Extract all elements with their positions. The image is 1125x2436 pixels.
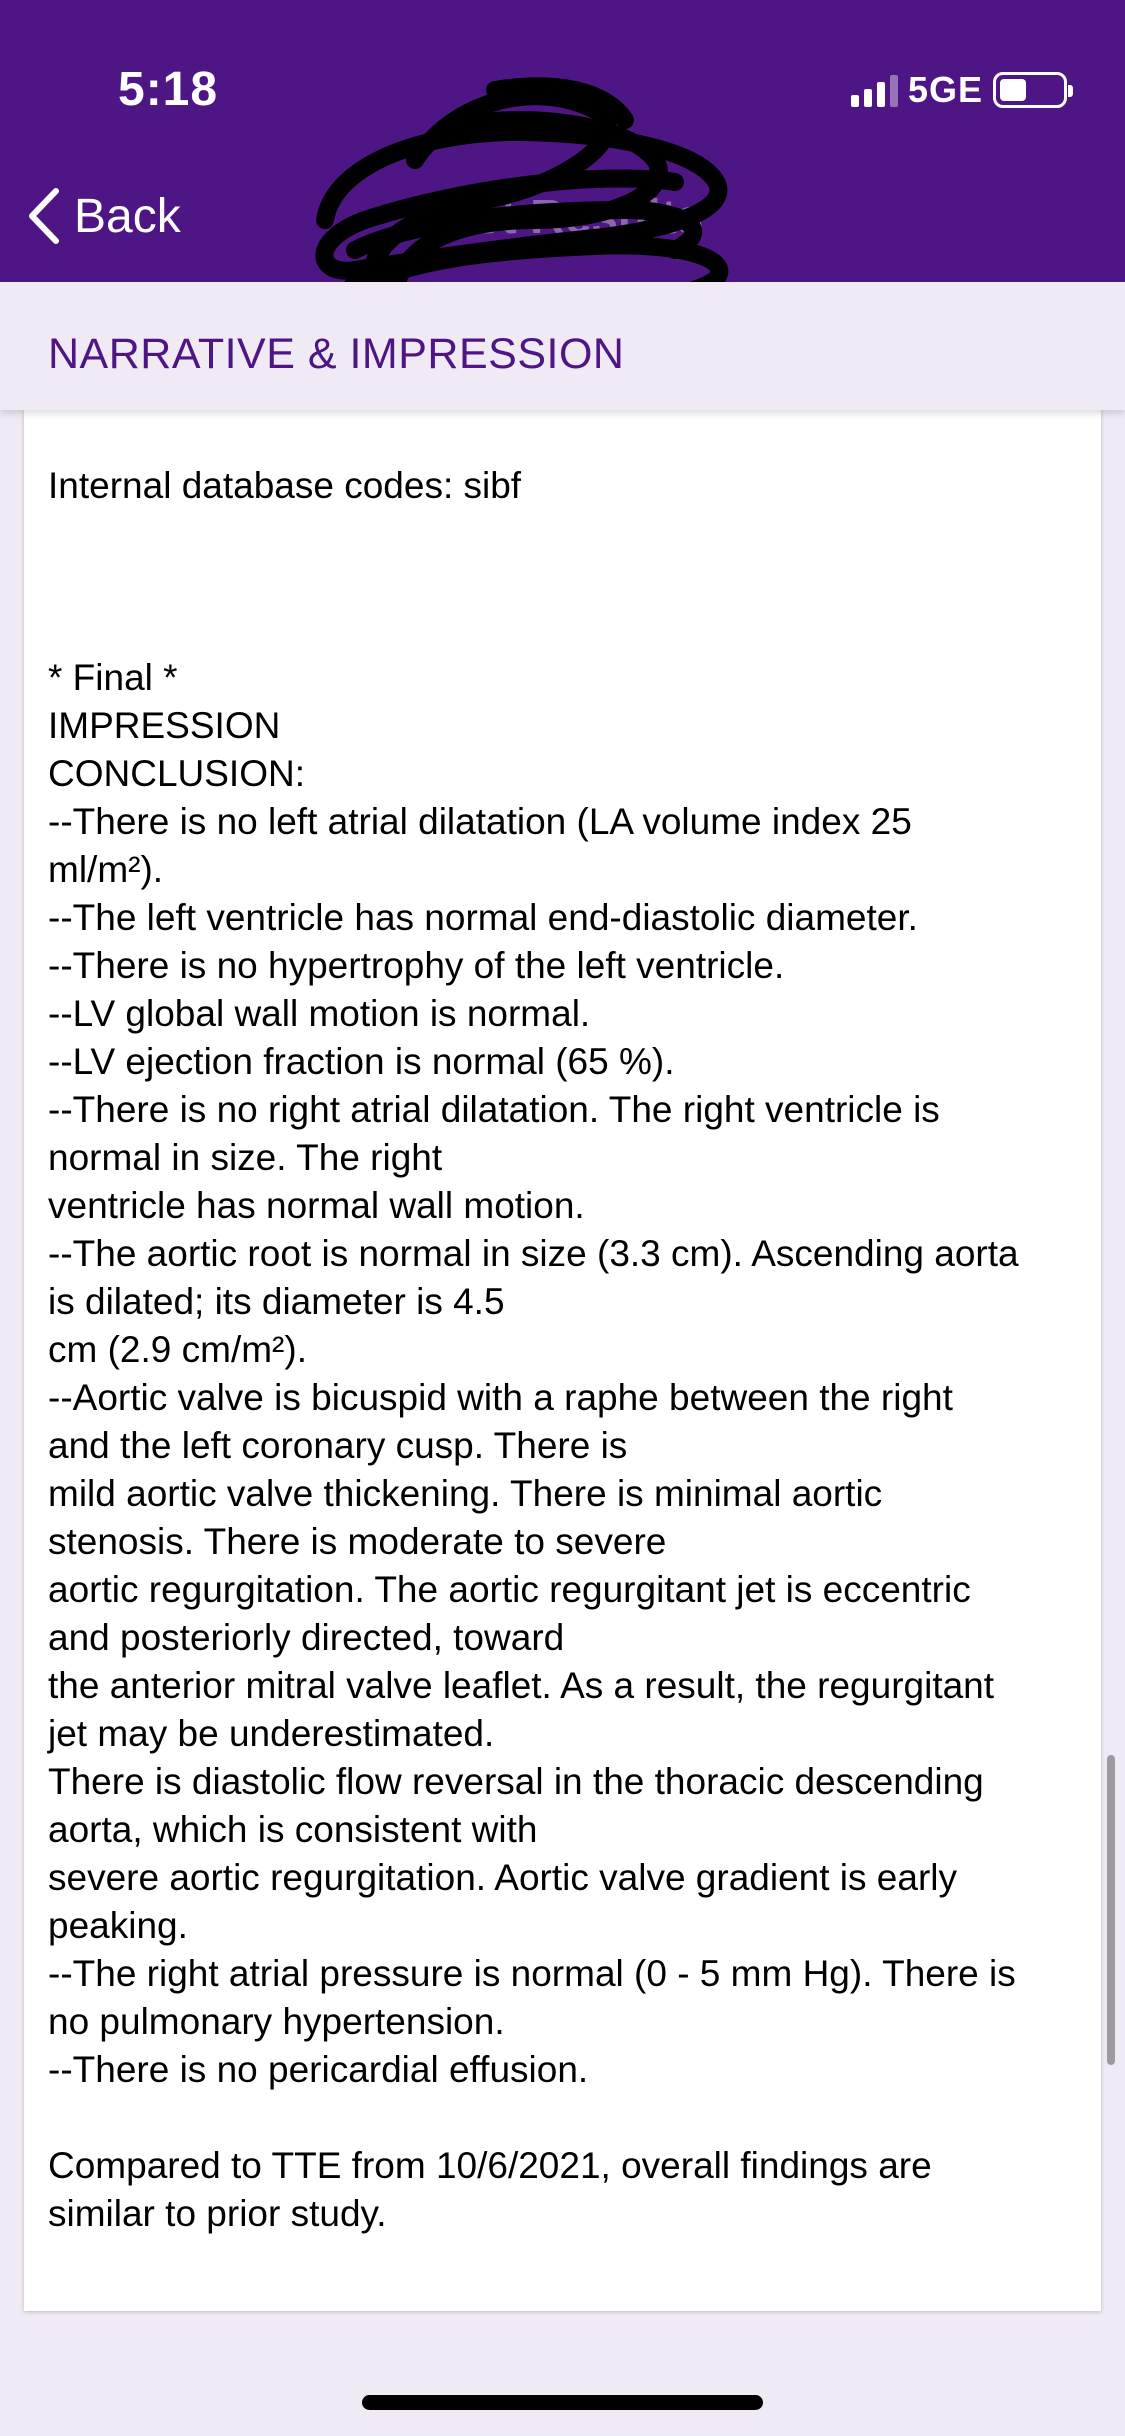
section-header[interactable] [0,282,1125,410]
cellular-signal-icon [851,73,898,107]
report-text: Internal database codes: sibf * Final * IMPRESSION CONCLUSION: --There is no left atrial dilatation (LA volume index 25 ml/m²). --The left ventricle has normal end-diastolic diameter. --There is no hypertrophy of the left ventricle. --LV global wall motion is normal. --LV ejection fraction is normal (65 %). --There is no right atrial dilatation. The right ventricle is normal in size. The right ventricle has normal wall motion. --The aortic root is normal in size (3.3 cm). Ascending aorta is dilated; its diameter is 4.5 cm (2.9 cm/m²). --Aortic valve is bicuspid with a raphe between the right and the left coronary cusp. There is mild aortic valve thickening. There is minimal aortic stenosis. There is moderate to severe aortic regurgitation. The aortic regurgitant jet is eccentric and posteriorly directed, toward the anterior mitral valve leaflet. As a result, the regurgitant jet may be underestimated. There is diastolic flow reversal in the thoracic descending aorta, which is consistent with severe aortic regurgitation. Aortic valve gradient is early peaking. --The right atrial pressure is normal (0 - 5 mm Hg). There is no pulmonary hypertension. --There is no pericardial effusion. Compared to TTE from 10/6/2021, overall findings are similar to prior study. [48,465,1019,2234]
home-indicator[interactable] [362,2395,763,2410]
app-header [0,0,1125,282]
status-indicators [851,66,1067,114]
status-time: 5:18 [118,63,219,116]
scrollbar[interactable] [1107,1755,1115,2065]
section-title: NARRATIVE & IMPRESSION [48,330,625,378]
network-type: 5GE [907,69,983,110]
page-title: Test Results [421,191,704,244]
back-label: Back [74,189,181,243]
report-card [24,408,1101,2311]
battery-icon [993,72,1067,108]
